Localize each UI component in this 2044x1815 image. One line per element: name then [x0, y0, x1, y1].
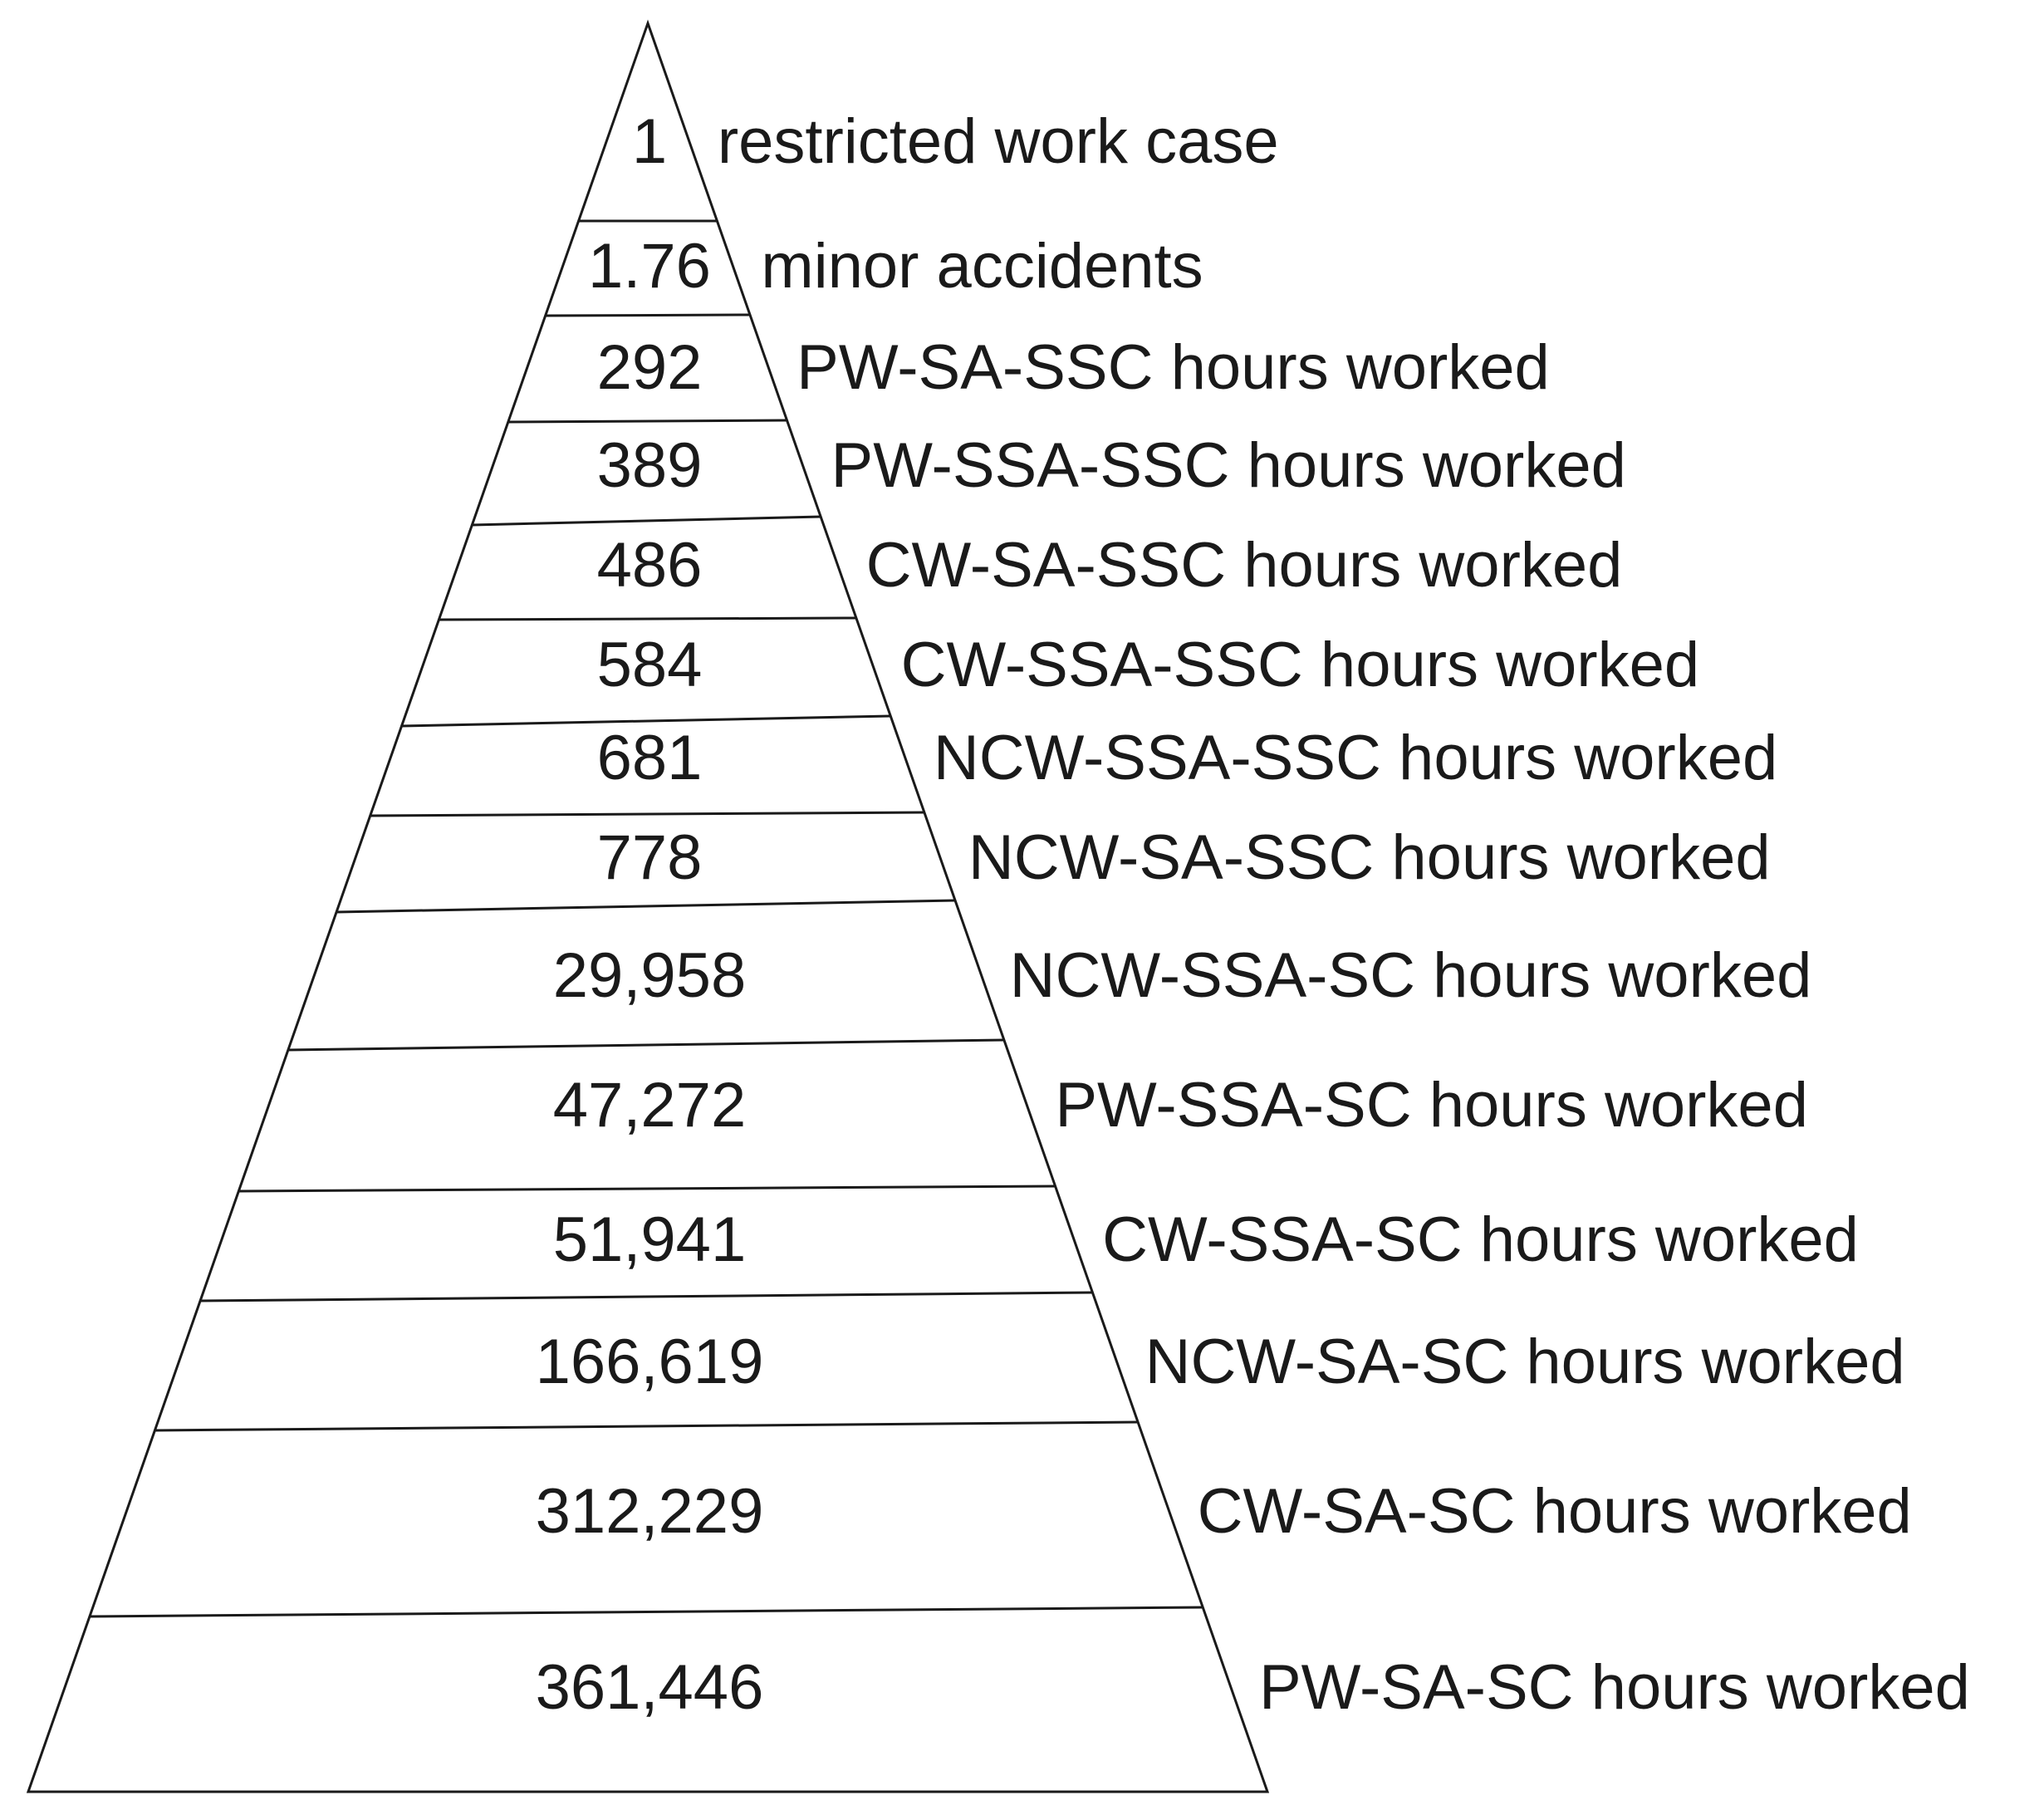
- level-divider: [238, 1186, 1055, 1191]
- level-label: restricted work case: [717, 106, 1279, 178]
- level-divider: [90, 1607, 1203, 1616]
- level-value: 47,272: [552, 1070, 747, 1141]
- level-divider: [288, 1040, 1004, 1050]
- level-divider: [439, 618, 855, 620]
- level-divider: [472, 517, 821, 525]
- level-value: 292: [596, 332, 703, 404]
- level-value: 1.76: [588, 231, 711, 302]
- level-value: 312,229: [535, 1476, 764, 1548]
- level-divider: [200, 1293, 1092, 1301]
- level-label: PW-SA-SC hours worked: [1258, 1652, 1970, 1724]
- level-label: NCW-SA-SC hours worked: [1145, 1327, 1905, 1398]
- level-value: 1: [631, 106, 668, 178]
- level-label: NCW-SSA-SC hours worked: [1009, 940, 1812, 1012]
- level-label: CW-SSA-SSC hours worked: [900, 630, 1700, 701]
- level-value: 166,619: [535, 1327, 764, 1398]
- level-value: 778: [596, 822, 703, 894]
- level-divider: [370, 812, 924, 816]
- level-label: minor accidents: [761, 231, 1203, 302]
- level-value: 361,446: [535, 1652, 764, 1724]
- level-labels: [718, 106, 1970, 1723]
- level-label: CW-SA-SC hours worked: [1197, 1476, 1912, 1548]
- level-value: 584: [596, 630, 703, 701]
- level-divider: [154, 1422, 1138, 1430]
- level-divider: [546, 315, 750, 316]
- level-label: CW-SSA-SC hours worked: [1102, 1204, 1859, 1276]
- level-value: 29,958: [552, 940, 747, 1012]
- level-value: 51,941: [552, 1204, 747, 1276]
- level-divider: [508, 420, 787, 422]
- level-label: NCW-SSA-SSC hours worked: [933, 723, 1778, 794]
- level-label: PW-SSA-SSC hours worked: [831, 430, 1626, 502]
- level-label: PW-SSA-SC hours worked: [1055, 1070, 1808, 1141]
- level-label: PW-SA-SSC hours worked: [797, 332, 1550, 404]
- level-values: [536, 106, 764, 1723]
- level-value: 486: [596, 530, 703, 601]
- level-value: 389: [596, 430, 703, 502]
- level-label: NCW-SA-SSC hours worked: [968, 822, 1771, 894]
- level-value: 681: [596, 723, 703, 794]
- level-divider: [336, 900, 955, 912]
- level-label: CW-SA-SSC hours worked: [865, 530, 1623, 601]
